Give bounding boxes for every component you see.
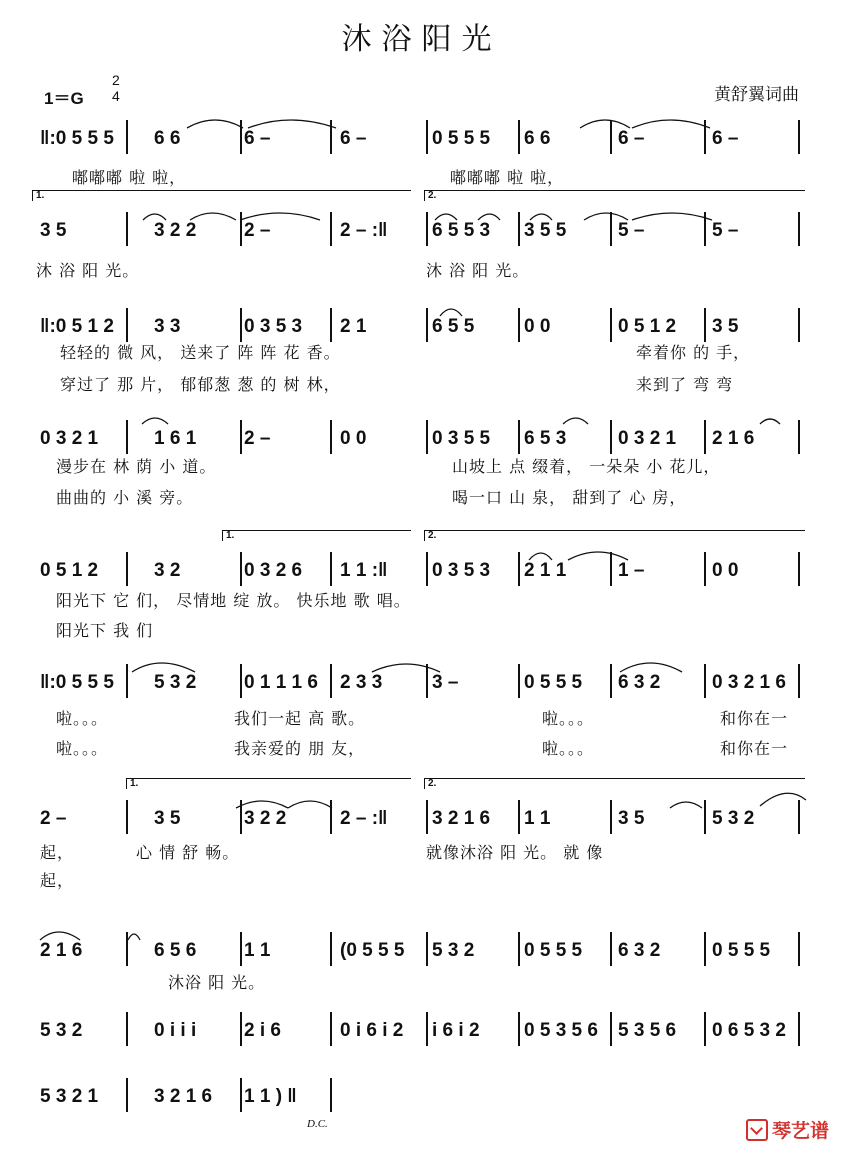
bar-line bbox=[518, 664, 520, 698]
measure: 3 5 5 bbox=[524, 220, 567, 241]
measure: 6 3 2 bbox=[618, 940, 661, 961]
bar-line bbox=[426, 212, 428, 246]
measure: 6 – bbox=[618, 128, 645, 149]
bar-line bbox=[610, 308, 612, 342]
volta-label: 1. bbox=[36, 190, 45, 201]
bar-line bbox=[330, 1078, 332, 1112]
measure: 3 2 1 6 bbox=[432, 808, 491, 829]
composer-credit: 黄舒翼词曲 bbox=[714, 85, 799, 105]
bar-line bbox=[330, 664, 332, 698]
bar-line bbox=[240, 212, 242, 246]
measure: 3 5 bbox=[712, 316, 739, 337]
lyric-line: 和你在一 bbox=[720, 709, 789, 728]
lyric-line: 漫步在 林 荫 小 道。 bbox=[56, 457, 217, 476]
volta-second-ending bbox=[424, 778, 805, 789]
bar-line bbox=[518, 1012, 520, 1046]
bar-line bbox=[704, 932, 706, 966]
bar-line bbox=[126, 308, 128, 342]
bar-line bbox=[426, 1012, 428, 1046]
bar-line bbox=[126, 1078, 128, 1112]
bar-line bbox=[610, 1012, 612, 1046]
measure: 1 1 bbox=[244, 940, 271, 961]
lyric-line: 嘟嘟嘟 啦 啦， bbox=[450, 168, 565, 187]
measure: 1 1 ) ‖ bbox=[244, 1086, 297, 1107]
measure: 6 – bbox=[712, 128, 739, 149]
staff-system-8 bbox=[0, 940, 843, 980]
meter-bottom: 4 bbox=[112, 88, 120, 104]
lyric-line: 阳光下 它 们， 尽情地 绽 放。 快乐地 歌 唱。 bbox=[56, 591, 411, 610]
bar-line bbox=[126, 420, 128, 454]
measure: 0 5 5 5 bbox=[524, 672, 583, 693]
measure: 5 3 2 bbox=[154, 672, 197, 693]
measure: 1 1 :‖ bbox=[340, 560, 388, 581]
lyric-line: 阳光下 我 们 bbox=[56, 621, 154, 640]
lyric-line: 起， bbox=[40, 843, 75, 862]
bar-line bbox=[704, 1012, 706, 1046]
measure: 6 6 bbox=[154, 128, 181, 149]
sheet-title: 沐浴阳光 bbox=[341, 22, 502, 57]
lyric-line: 就像沐浴 阳 光。 就 像 bbox=[426, 843, 604, 862]
measure: 0 3 5 3 bbox=[244, 316, 303, 337]
measure: 3 2 2 bbox=[244, 808, 287, 829]
lyric-line: 我们一起 高 歌。 bbox=[234, 709, 366, 728]
lyric-line: 嘟嘟嘟 啦 啦， bbox=[72, 168, 187, 187]
measure: 6 5 5 3 bbox=[432, 220, 491, 241]
measure: 0 5 1 2 bbox=[618, 316, 677, 337]
measure: 2 – :‖ bbox=[340, 808, 388, 829]
bar-line bbox=[704, 552, 706, 586]
volta-first-ending bbox=[32, 190, 411, 201]
bar-line bbox=[610, 800, 612, 834]
measure: 1 1 bbox=[524, 808, 551, 829]
measure: 0 5 3 5 6 bbox=[524, 1020, 598, 1041]
bar-line bbox=[426, 420, 428, 454]
bar-line bbox=[126, 212, 128, 246]
bar-line bbox=[518, 212, 520, 246]
staff-system-7 bbox=[0, 808, 843, 848]
bar-line bbox=[798, 800, 800, 834]
measure: 2 1 1 bbox=[524, 560, 567, 581]
lyric-line: 啦。。。 bbox=[542, 739, 595, 758]
staff-system-1 bbox=[0, 128, 843, 168]
bar-line bbox=[330, 800, 332, 834]
staff-system-10 bbox=[0, 1086, 843, 1126]
bar-line bbox=[610, 120, 612, 154]
lyric-line: 山坡上 点 缀着， 一朵朵 小 花儿， bbox=[452, 457, 721, 476]
lyric-line: 啦。。。 bbox=[56, 709, 109, 728]
measure: 3 5 bbox=[154, 808, 181, 829]
volta-label: 1. bbox=[130, 778, 139, 789]
lyric-line: 和你在一 bbox=[720, 739, 789, 758]
bar-line bbox=[704, 308, 706, 342]
bar-line bbox=[126, 664, 128, 698]
bar-line bbox=[426, 552, 428, 586]
bar-line bbox=[240, 800, 242, 834]
measure: 2 1 bbox=[340, 316, 367, 337]
lyric-line: 曲曲的 小 溪 旁。 bbox=[56, 488, 194, 507]
measure: 5 3 2 bbox=[40, 1020, 83, 1041]
bar-line bbox=[610, 420, 612, 454]
measure: ‖:0 5 5 5 bbox=[40, 128, 114, 149]
lyric-line: 轻轻的 微 风， 送来了 阵 阵 花 香。 bbox=[60, 343, 341, 362]
bar-line bbox=[610, 552, 612, 586]
bar-line bbox=[518, 552, 520, 586]
lyric-line: 啦。。。 bbox=[542, 709, 595, 728]
measure: 0 5 5 5 bbox=[524, 940, 583, 961]
measure: 3 2 bbox=[154, 560, 181, 581]
staff-system-6 bbox=[0, 672, 843, 712]
bar-line bbox=[426, 664, 428, 698]
measure: 5 – bbox=[618, 220, 645, 241]
volta-second-ending bbox=[424, 530, 805, 541]
bar-line bbox=[240, 1078, 242, 1112]
volta-label: 2. bbox=[428, 190, 437, 201]
bar-line bbox=[518, 420, 520, 454]
bar-line bbox=[704, 120, 706, 154]
measure: 0 5 5 5 bbox=[712, 940, 771, 961]
bar-line bbox=[126, 800, 128, 834]
bar-line bbox=[704, 212, 706, 246]
volta-label: 2. bbox=[428, 530, 437, 541]
bar-line bbox=[798, 664, 800, 698]
measure: 0 0 bbox=[340, 428, 367, 449]
bar-line bbox=[240, 1012, 242, 1046]
volta-first-ending bbox=[126, 778, 411, 789]
measure: 0 5 1 2 bbox=[40, 560, 99, 581]
bar-line bbox=[330, 120, 332, 154]
bar-line bbox=[426, 120, 428, 154]
lyric-line: 来到了 弯 弯 bbox=[636, 375, 734, 394]
bar-line bbox=[518, 932, 520, 966]
measure: 5 3 2 bbox=[432, 940, 475, 961]
bar-line bbox=[240, 120, 242, 154]
measure: 6 – bbox=[340, 128, 367, 149]
lyric-line: 牵着你 的 手， bbox=[636, 343, 751, 362]
bar-line bbox=[798, 552, 800, 586]
volta-label: 1. bbox=[226, 530, 235, 541]
bar-line bbox=[330, 552, 332, 586]
bar-line bbox=[240, 932, 242, 966]
measure: 2 1 6 bbox=[712, 428, 755, 449]
bar-line bbox=[426, 932, 428, 966]
bar-line bbox=[704, 664, 706, 698]
measure: 0 5 5 5 bbox=[432, 128, 491, 149]
bar-line bbox=[330, 212, 332, 246]
volta-label: 2. bbox=[428, 778, 437, 789]
bar-line bbox=[240, 552, 242, 586]
measure: 5 3 2 1 bbox=[40, 1086, 99, 1107]
bar-line bbox=[518, 120, 520, 154]
measure: 0 0 bbox=[524, 316, 551, 337]
site-logo bbox=[746, 1116, 829, 1143]
bar-line bbox=[798, 120, 800, 154]
bar-line bbox=[704, 420, 706, 454]
measure: 6 3 2 bbox=[618, 672, 661, 693]
measure: 0 6 5 3 2 bbox=[712, 1020, 786, 1041]
bar-line bbox=[798, 1012, 800, 1046]
lyric-line: 沐浴 阳 光。 bbox=[168, 973, 266, 992]
measure: 0 3 2 1 bbox=[40, 428, 99, 449]
volta-second-ending bbox=[424, 190, 805, 201]
lyric-line: 喝一口 山 泉， 甜到了 心 房， bbox=[452, 488, 687, 507]
measure: ‖:0 5 1 2 bbox=[40, 316, 114, 337]
time-signature bbox=[112, 72, 120, 104]
bar-line bbox=[798, 212, 800, 246]
measure: 2 – bbox=[244, 428, 271, 449]
measure: 0 1 1 1 6 bbox=[244, 672, 318, 693]
bar-line bbox=[126, 552, 128, 586]
measure: 6 5 3 bbox=[524, 428, 567, 449]
bar-line bbox=[126, 1012, 128, 1046]
bar-line bbox=[518, 308, 520, 342]
measure: ‖:0 5 5 5 bbox=[40, 672, 114, 693]
lyric-line: 沐 浴 阳 光。 bbox=[36, 261, 140, 280]
measure: 0 i i i bbox=[154, 1020, 197, 1041]
measure: 3 5 bbox=[40, 220, 67, 241]
measure: 0 3 5 5 bbox=[432, 428, 491, 449]
bar-line bbox=[426, 308, 428, 342]
lyric-line: 心 情 舒 畅。 bbox=[136, 843, 240, 862]
staff-system-2 bbox=[0, 220, 843, 260]
bar-line bbox=[426, 800, 428, 834]
measure: 2 1 6 bbox=[40, 940, 83, 961]
measure: 6 6 bbox=[524, 128, 551, 149]
lyric-line: 穿过了 那 片， 郁郁葱 葱 的 树 林， bbox=[60, 375, 341, 394]
measure: 3 5 bbox=[618, 808, 645, 829]
bar-line bbox=[798, 932, 800, 966]
bar-line bbox=[610, 212, 612, 246]
lyric-line: 起， bbox=[40, 871, 75, 890]
measure: 1 6 1 bbox=[154, 428, 197, 449]
bar-line bbox=[240, 420, 242, 454]
measure: 5 – bbox=[712, 220, 739, 241]
bar-line bbox=[240, 664, 242, 698]
measure: 0 3 2 1 6 bbox=[712, 672, 786, 693]
measure: 5 3 5 6 bbox=[618, 1020, 677, 1041]
measure: 0 3 5 3 bbox=[432, 560, 491, 581]
bar-line bbox=[610, 932, 612, 966]
staff-system-9 bbox=[0, 1020, 843, 1060]
measure: 3 – bbox=[432, 672, 459, 693]
measure: 3 2 1 6 bbox=[154, 1086, 213, 1107]
bar-line bbox=[704, 800, 706, 834]
bar-line bbox=[330, 308, 332, 342]
measure: 2 – bbox=[244, 220, 271, 241]
measure: 0 3 2 6 bbox=[244, 560, 303, 581]
bar-line bbox=[240, 308, 242, 342]
measure: 1 – bbox=[618, 560, 645, 581]
measure: 6 5 6 bbox=[154, 940, 197, 961]
key-signature: 1＝G bbox=[44, 89, 84, 108]
measure: 0 3 2 1 bbox=[618, 428, 677, 449]
bar-line bbox=[610, 664, 612, 698]
measure: 2 3 3 bbox=[340, 672, 383, 693]
lyric-line: 沐 浴 阳 光。 bbox=[426, 261, 530, 280]
bar-line bbox=[518, 800, 520, 834]
meter-top: 2 bbox=[112, 72, 120, 88]
volta-first-ending bbox=[222, 530, 411, 541]
logo-text: 琴艺谱 bbox=[771, 1120, 829, 1142]
measure: 2 i 6 bbox=[244, 1020, 281, 1041]
measure: 3 2 2 bbox=[154, 220, 197, 241]
bar-line bbox=[330, 420, 332, 454]
measure: 6 – bbox=[244, 128, 271, 149]
lyric-line: 我亲爱的 朋 友， bbox=[234, 739, 366, 758]
bar-line bbox=[126, 932, 128, 966]
measure: 5 3 2 bbox=[712, 808, 755, 829]
measure: i 6 i 2 bbox=[432, 1020, 480, 1041]
dc-marking: D.C. bbox=[307, 1118, 328, 1130]
bar-line bbox=[330, 932, 332, 966]
measure: 2 – :‖ bbox=[340, 220, 388, 241]
measure: 3 3 bbox=[154, 316, 181, 337]
bar-line bbox=[126, 120, 128, 154]
qinyipu-logo-icon bbox=[746, 1119, 768, 1141]
measure: 6 5 5 bbox=[432, 316, 475, 337]
measure: 0 i 6 i 2 bbox=[340, 1020, 404, 1041]
bar-line bbox=[798, 308, 800, 342]
bar-line bbox=[330, 1012, 332, 1046]
measure: 0 0 bbox=[712, 560, 739, 581]
measure: (0 5 5 5 bbox=[340, 940, 405, 961]
measure: 2 – bbox=[40, 808, 67, 829]
bar-line bbox=[798, 420, 800, 454]
lyric-line: 啦。。。 bbox=[56, 739, 109, 758]
